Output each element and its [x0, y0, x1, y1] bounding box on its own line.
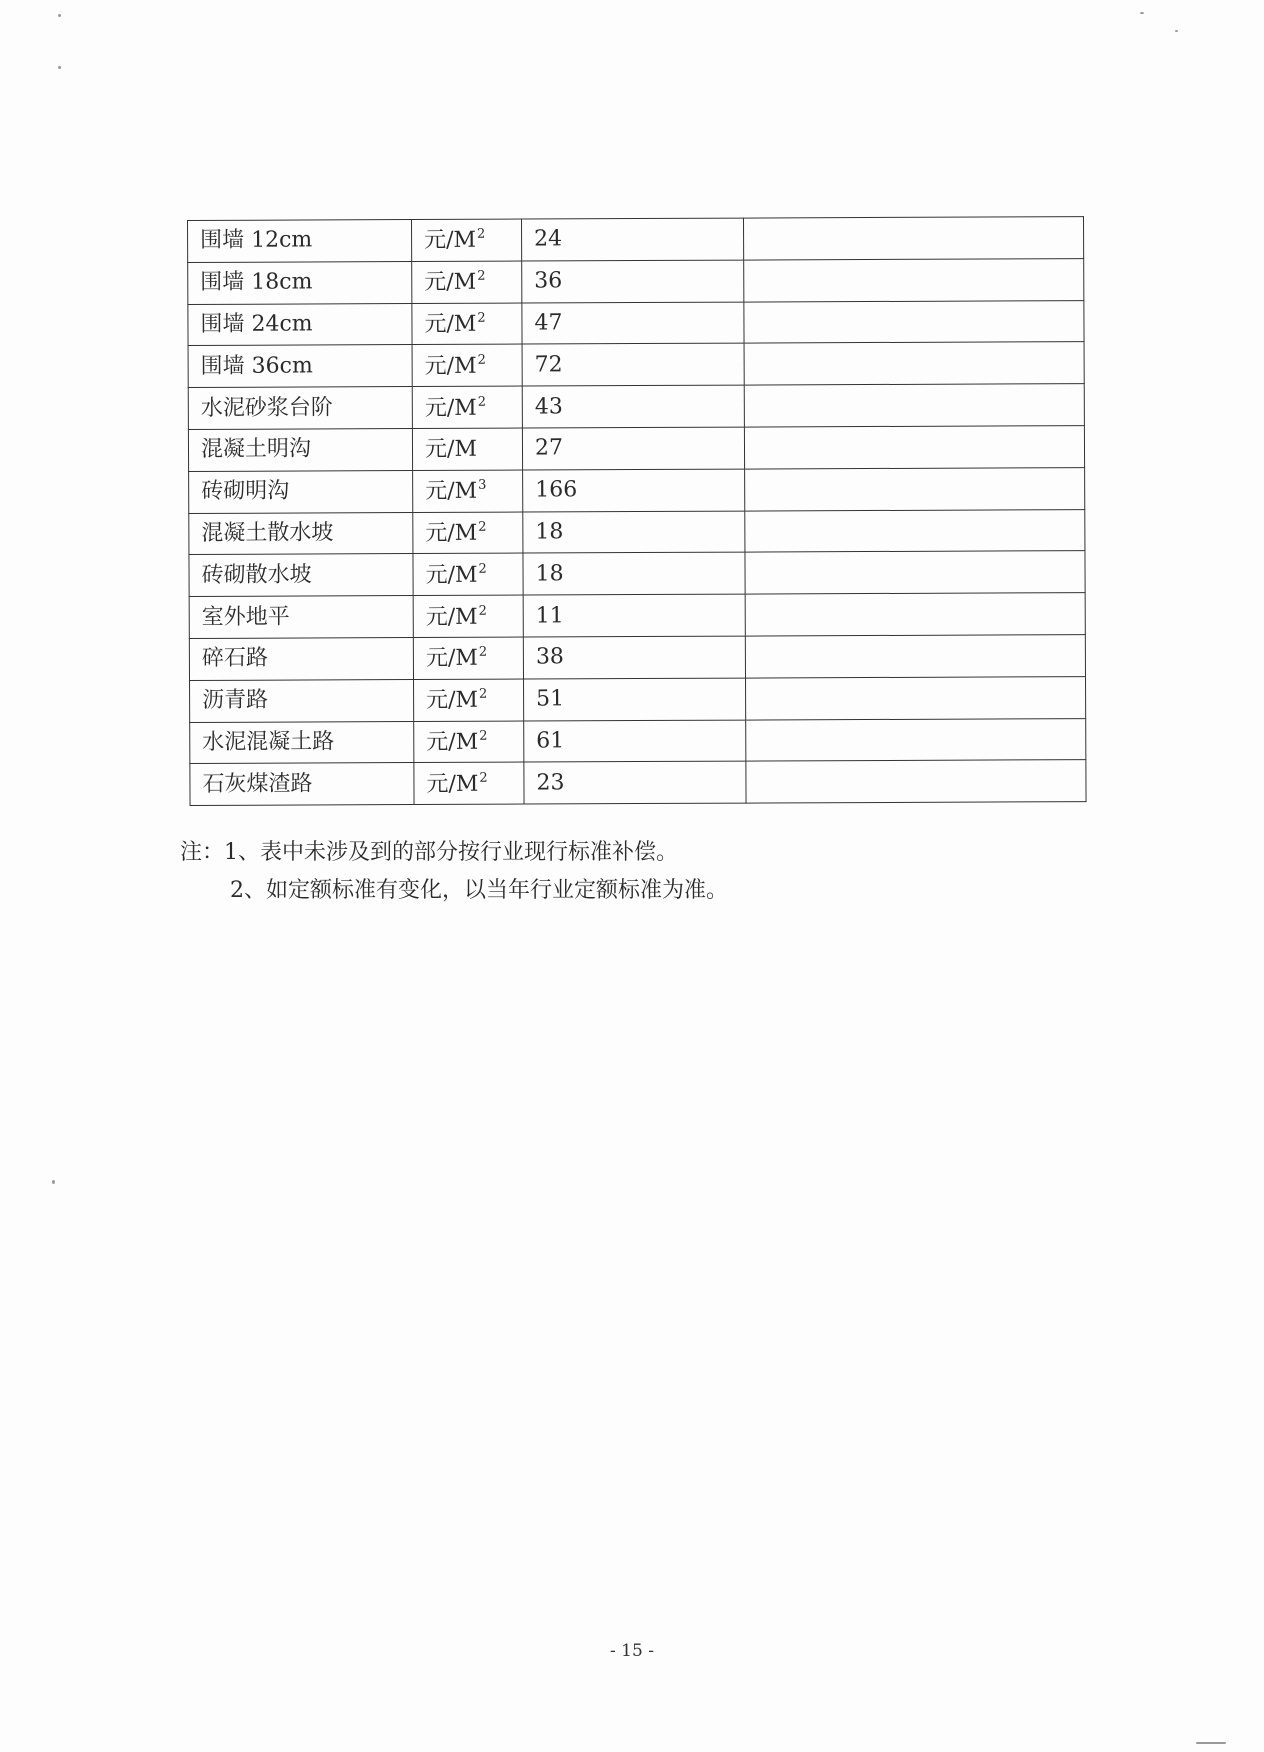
price-cell: 11: [523, 594, 745, 637]
unit-cell: [412, 303, 522, 345]
price-cell: 51: [524, 678, 746, 721]
unit-exponent: 2: [478, 603, 487, 619]
table-row: [190, 676, 1086, 722]
unit-cell: [412, 428, 522, 470]
note-cell: [745, 467, 1085, 510]
unit-exponent: 2: [477, 352, 486, 368]
note-cell: [746, 718, 1086, 761]
table-row: [189, 509, 1085, 555]
table-row: [189, 551, 1085, 597]
price-cell: 47: [522, 302, 744, 345]
unit-cell: [412, 261, 522, 303]
unit-cell: [413, 470, 523, 512]
unit-text: 元/M: [425, 604, 478, 630]
unit-text: 元/M: [426, 687, 479, 714]
unit-exponent: 2: [478, 519, 487, 535]
table-body: [188, 217, 1087, 806]
compensation-rate-table: [187, 216, 1087, 806]
price-cell: 18: [523, 552, 745, 595]
note-cell: [745, 593, 1085, 636]
unit-exponent: 2: [478, 686, 488, 702]
unit-text: 元/M: [424, 353, 477, 379]
scan-speck: [1175, 30, 1178, 32]
unit-cell: [414, 762, 524, 804]
note-cell: [744, 300, 1084, 343]
item-cell: 水泥混凝土路: [190, 721, 414, 764]
unit-exponent: 2: [479, 728, 488, 744]
unit-cell: [413, 637, 523, 679]
item-cell: 围墙 24cm: [188, 303, 412, 346]
item-cell: 混凝土散水坡: [189, 512, 413, 555]
note-cell: [745, 551, 1085, 594]
unit-text: 元/M: [424, 437, 478, 463]
unit-exponent: 3: [478, 477, 487, 493]
unit-cell: [413, 553, 523, 595]
price-cell: 43: [522, 385, 744, 428]
note-cell: [745, 509, 1085, 552]
unit-text: 元/M: [424, 311, 477, 337]
note-cell: [746, 676, 1086, 719]
unit-text: 元/M: [424, 228, 477, 254]
price-cell: 27: [522, 427, 744, 470]
table-row: [189, 635, 1085, 681]
table-row: [188, 342, 1084, 388]
table-notes: [180, 834, 1080, 910]
item-cell: 沥青路: [190, 679, 414, 722]
unit-exponent: 2: [478, 561, 487, 577]
unit-text: 元/M: [425, 478, 478, 505]
unit-text: 元/M: [424, 269, 477, 296]
item-cell: 水泥砂浆台阶: [188, 387, 412, 430]
unit-text: 元/M: [424, 395, 477, 421]
note-cell: [746, 760, 1086, 803]
price-cell: 38: [523, 636, 745, 679]
note-cell: [743, 217, 1083, 260]
item-cell: 石灰煤渣路: [190, 763, 414, 806]
table-row: [190, 760, 1086, 806]
unit-cell: [412, 219, 522, 261]
note-cell: [744, 384, 1084, 427]
scan-speck: [58, 14, 61, 17]
price-cell: 23: [524, 761, 746, 804]
unit-text: 元/M: [425, 520, 478, 546]
table-row: [188, 384, 1084, 430]
unit-exponent: 2: [477, 394, 487, 410]
table-row: [188, 300, 1084, 346]
unit-exponent: 2: [477, 310, 486, 326]
item-cell: 砖砌散水坡: [189, 554, 413, 597]
item-cell: 围墙 36cm: [188, 345, 412, 388]
note-cell: [745, 635, 1085, 678]
note-cell: [744, 342, 1084, 385]
unit-cell: [414, 679, 524, 721]
scan-speck: [1140, 12, 1144, 14]
table-row: [189, 467, 1085, 513]
scan-speck: [58, 66, 61, 69]
unit-text: 元/M: [425, 562, 478, 588]
table-row: [189, 593, 1085, 639]
table-row: [188, 258, 1084, 304]
unit-text: 元/M: [426, 729, 479, 755]
note-line-2: 2、如定额标准有变化，以当年行业定额标准为准。: [230, 878, 728, 903]
note-line-1: 注：1、表中未涉及到的部分按行业现行标准补偿。: [180, 840, 678, 865]
price-cell: 36: [522, 260, 744, 303]
price-cell: 18: [523, 511, 745, 554]
unit-cell: [414, 721, 524, 763]
price-cell: 72: [522, 343, 744, 386]
unit-text: 元/M: [425, 646, 478, 672]
price-cell: 24: [521, 218, 743, 261]
scan-speck: [52, 1180, 55, 1184]
page-number: - 15 -: [610, 1641, 654, 1661]
unit-exponent: 2: [478, 645, 488, 661]
unit-cell: [413, 512, 523, 554]
unit-text: 元/M: [426, 771, 479, 797]
unit-exponent: 2: [479, 770, 488, 786]
item-cell: 围墙 18cm: [188, 261, 412, 304]
item-cell: 碎石路: [189, 637, 413, 680]
unit-exponent: 2: [476, 227, 486, 243]
unit-exponent: 2: [477, 268, 486, 284]
compensation-table-wrapper: [187, 216, 1086, 806]
price-cell: 166: [523, 469, 745, 512]
table-row: [188, 426, 1084, 472]
table-row: [190, 718, 1086, 764]
unit-cell: [413, 595, 523, 637]
item-cell: 砖砌明沟: [189, 470, 413, 513]
table-row: [188, 217, 1084, 263]
unit-cell: [412, 344, 522, 386]
scan-speck: [1196, 1742, 1226, 1744]
price-cell: 61: [524, 720, 746, 763]
unit-cell: [412, 386, 522, 428]
item-cell: 围墙 12cm: [188, 220, 412, 263]
item-cell: 混凝土明沟: [188, 429, 412, 472]
note-cell: [744, 258, 1084, 301]
item-cell: 室外地平: [189, 596, 413, 639]
note-cell: [744, 426, 1084, 469]
